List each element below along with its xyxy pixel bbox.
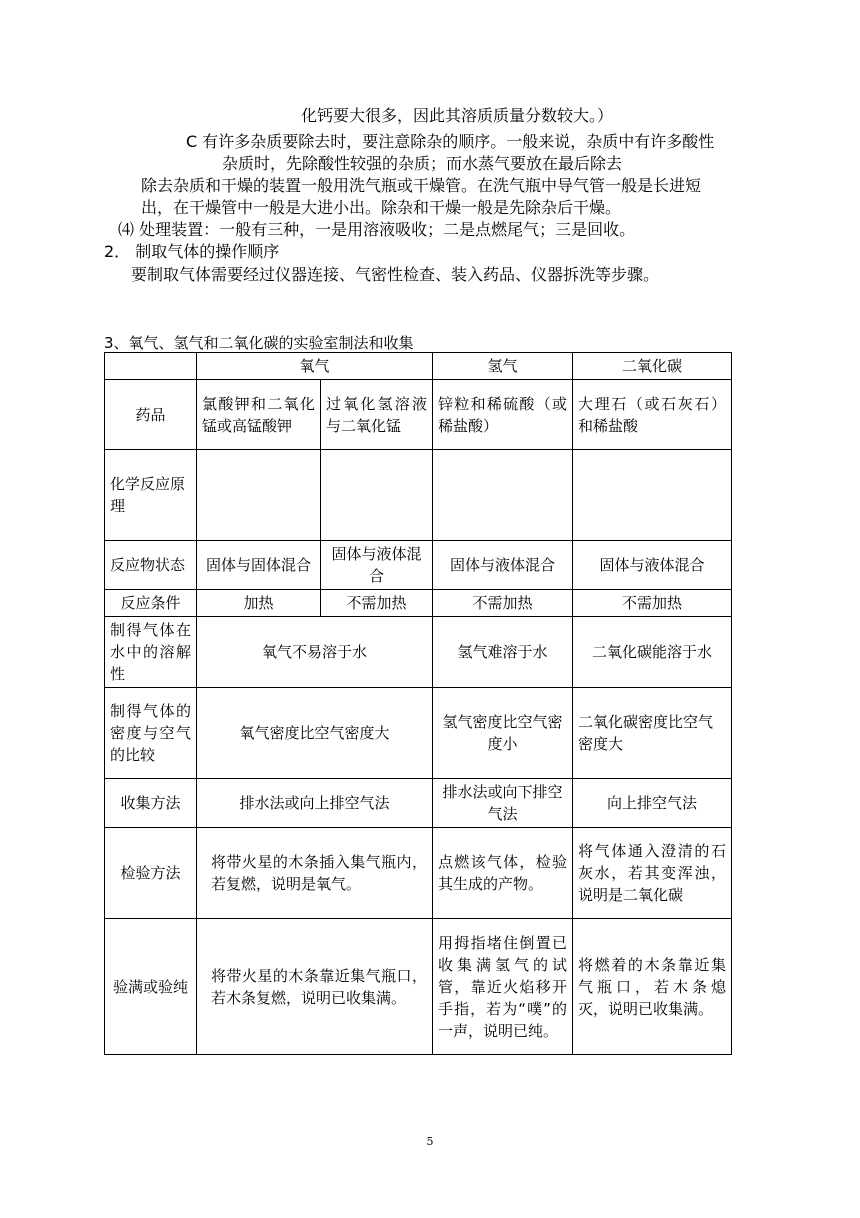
cell-state-o2-a: 固体与固体混合 (197, 541, 321, 590)
paragraph-line-7: 2． 制取气体的操作顺序 (104, 242, 280, 261)
row-state (105, 541, 732, 590)
cell-full-o2: 将带火星的木条靠近集气瓶口，若木条复燃，说明已收集满。 (197, 919, 433, 1055)
row-label-test: 检验方法 (105, 828, 197, 919)
cell-principle-co2 (573, 450, 732, 541)
cell-test-h2: 点燃该气体，检验其生成的产物。 (433, 828, 573, 919)
cell-test-co2: 将气体通入澄清的石灰水，若其变浑浊，说明是二氧化碳 (573, 828, 732, 919)
cell-state-h2: 固体与液体混合 (433, 541, 573, 590)
cell-reagents-o2-a: 氯酸钾和二氧化锰或高锰酸钾 (197, 380, 321, 450)
row-condition (105, 590, 732, 617)
cell-collect-co2: 向上排空气法 (573, 779, 732, 828)
paragraph-line-3: 杂质时，先除酸性较强的杂质；而水蒸气要放在最后除去 (222, 154, 623, 173)
row-reagents (105, 380, 732, 450)
row-label-principle: 化学反应原理 (105, 450, 197, 541)
cell-reagents-co2: 大理石（或石灰石）和稀盐酸 (573, 380, 732, 450)
cell-collect-h2: 排水法或向下排空气法 (433, 779, 573, 828)
row-label-state: 反应物状态 (105, 541, 197, 590)
cell-principle-h2 (433, 450, 573, 541)
row-full (105, 919, 732, 1055)
row-label-full: 验满或验纯 (105, 919, 197, 1055)
row-test (105, 828, 732, 919)
cell-density-h2: 氢气密度比空气密度小 (433, 688, 573, 779)
row-label-reagents: 药品 (105, 380, 197, 450)
cell-full-co2: 将燃着的木条靠近集气瓶口，若木条熄灭，说明已收集满。 (573, 919, 732, 1055)
cell-density-o2: 氧气密度比空气密度大 (197, 688, 433, 779)
paragraph-line-1: 化钙要大很多，因此其溶质质量分数较大。） (301, 106, 614, 125)
row-collect (105, 779, 732, 828)
row-label-density: 制得气体的密度与空气的比较 (105, 688, 197, 779)
row-label-collect: 收集方法 (105, 779, 197, 828)
cell-principle-o2-b (321, 450, 433, 541)
cell-density-co2: 二氧化碳密度比空气密度大 (573, 688, 732, 779)
page-number: 5 (426, 1135, 434, 1148)
gas-preparation-table (104, 352, 732, 1055)
cell-state-o2-b: 固体与液体混合 (321, 541, 433, 590)
header-blank (105, 353, 197, 380)
paragraph-line-4: 除去杂质和干燥的装置一般用洗气瓶或干燥管。在洗气瓶中导气管一般是长进短 (141, 176, 702, 195)
row-principle (105, 450, 732, 541)
header-hydrogen: 氢气 (433, 353, 573, 380)
table-header-row (105, 353, 732, 380)
row-label-solubility: 制得气体在水中的溶解性 (105, 617, 197, 688)
cell-solubility-h2: 氢气难溶于水 (433, 617, 573, 688)
header-oxygen: 氧气 (197, 353, 433, 380)
cell-test-o2: 将带火星的木条插入集气瓶内，若复燃，说明是氧气。 (197, 828, 433, 919)
paragraph-line-5: 出，在干燥管中一般是大进小出。除杂和干燥一般是先除杂后干燥。 (141, 198, 622, 217)
cell-principle-o2-a (197, 450, 321, 541)
cell-condition-o2-a: 加热 (197, 590, 321, 617)
cell-solubility-co2: 二氧化碳能溶于水 (573, 617, 732, 688)
cell-solubility-o2: 氧气不易溶于水 (197, 617, 433, 688)
cell-reagents-o2-b: 过氧化氢溶液与二氧化锰 (321, 380, 433, 450)
cell-full-h2: 用拇指堵住倒置已收集满氢气的试管，靠近火焰移开手指，若为“噗”的一声，说明已纯。 (433, 919, 573, 1055)
cell-condition-h2: 不需加热 (433, 590, 573, 617)
row-density (105, 688, 732, 779)
row-solubility (105, 617, 732, 688)
cell-condition-co2: 不需加热 (573, 590, 732, 617)
paragraph-line-2: C 有许多杂质要除去时，要注意除杂的顺序。一般来说，杂质中有许多酸性 (186, 132, 715, 151)
cell-state-co2: 固体与液体混合 (573, 541, 732, 590)
paragraph-line-8: 要制取气体需要经过仪器连接、气密性检查、装入药品、仪器拆洗等步骤。 (131, 265, 660, 284)
paragraph-line-6: ⑷ 处理装置：一般有三种，一是用溶液吸收；二是点燃尾气；三是回收。 (118, 220, 636, 239)
section-title: 3、氧气、氢气和二氧化碳的实验室制法和收集 (104, 334, 414, 352)
row-label-condition: 反应条件 (105, 590, 197, 617)
header-co2: 二氧化碳 (573, 353, 732, 380)
cell-collect-o2: 排水法或向上排空气法 (197, 779, 433, 828)
cell-condition-o2-b: 不需加热 (321, 590, 433, 617)
cell-reagents-h2: 锌粒和稀硫酸（或稀盐酸） (433, 380, 573, 450)
